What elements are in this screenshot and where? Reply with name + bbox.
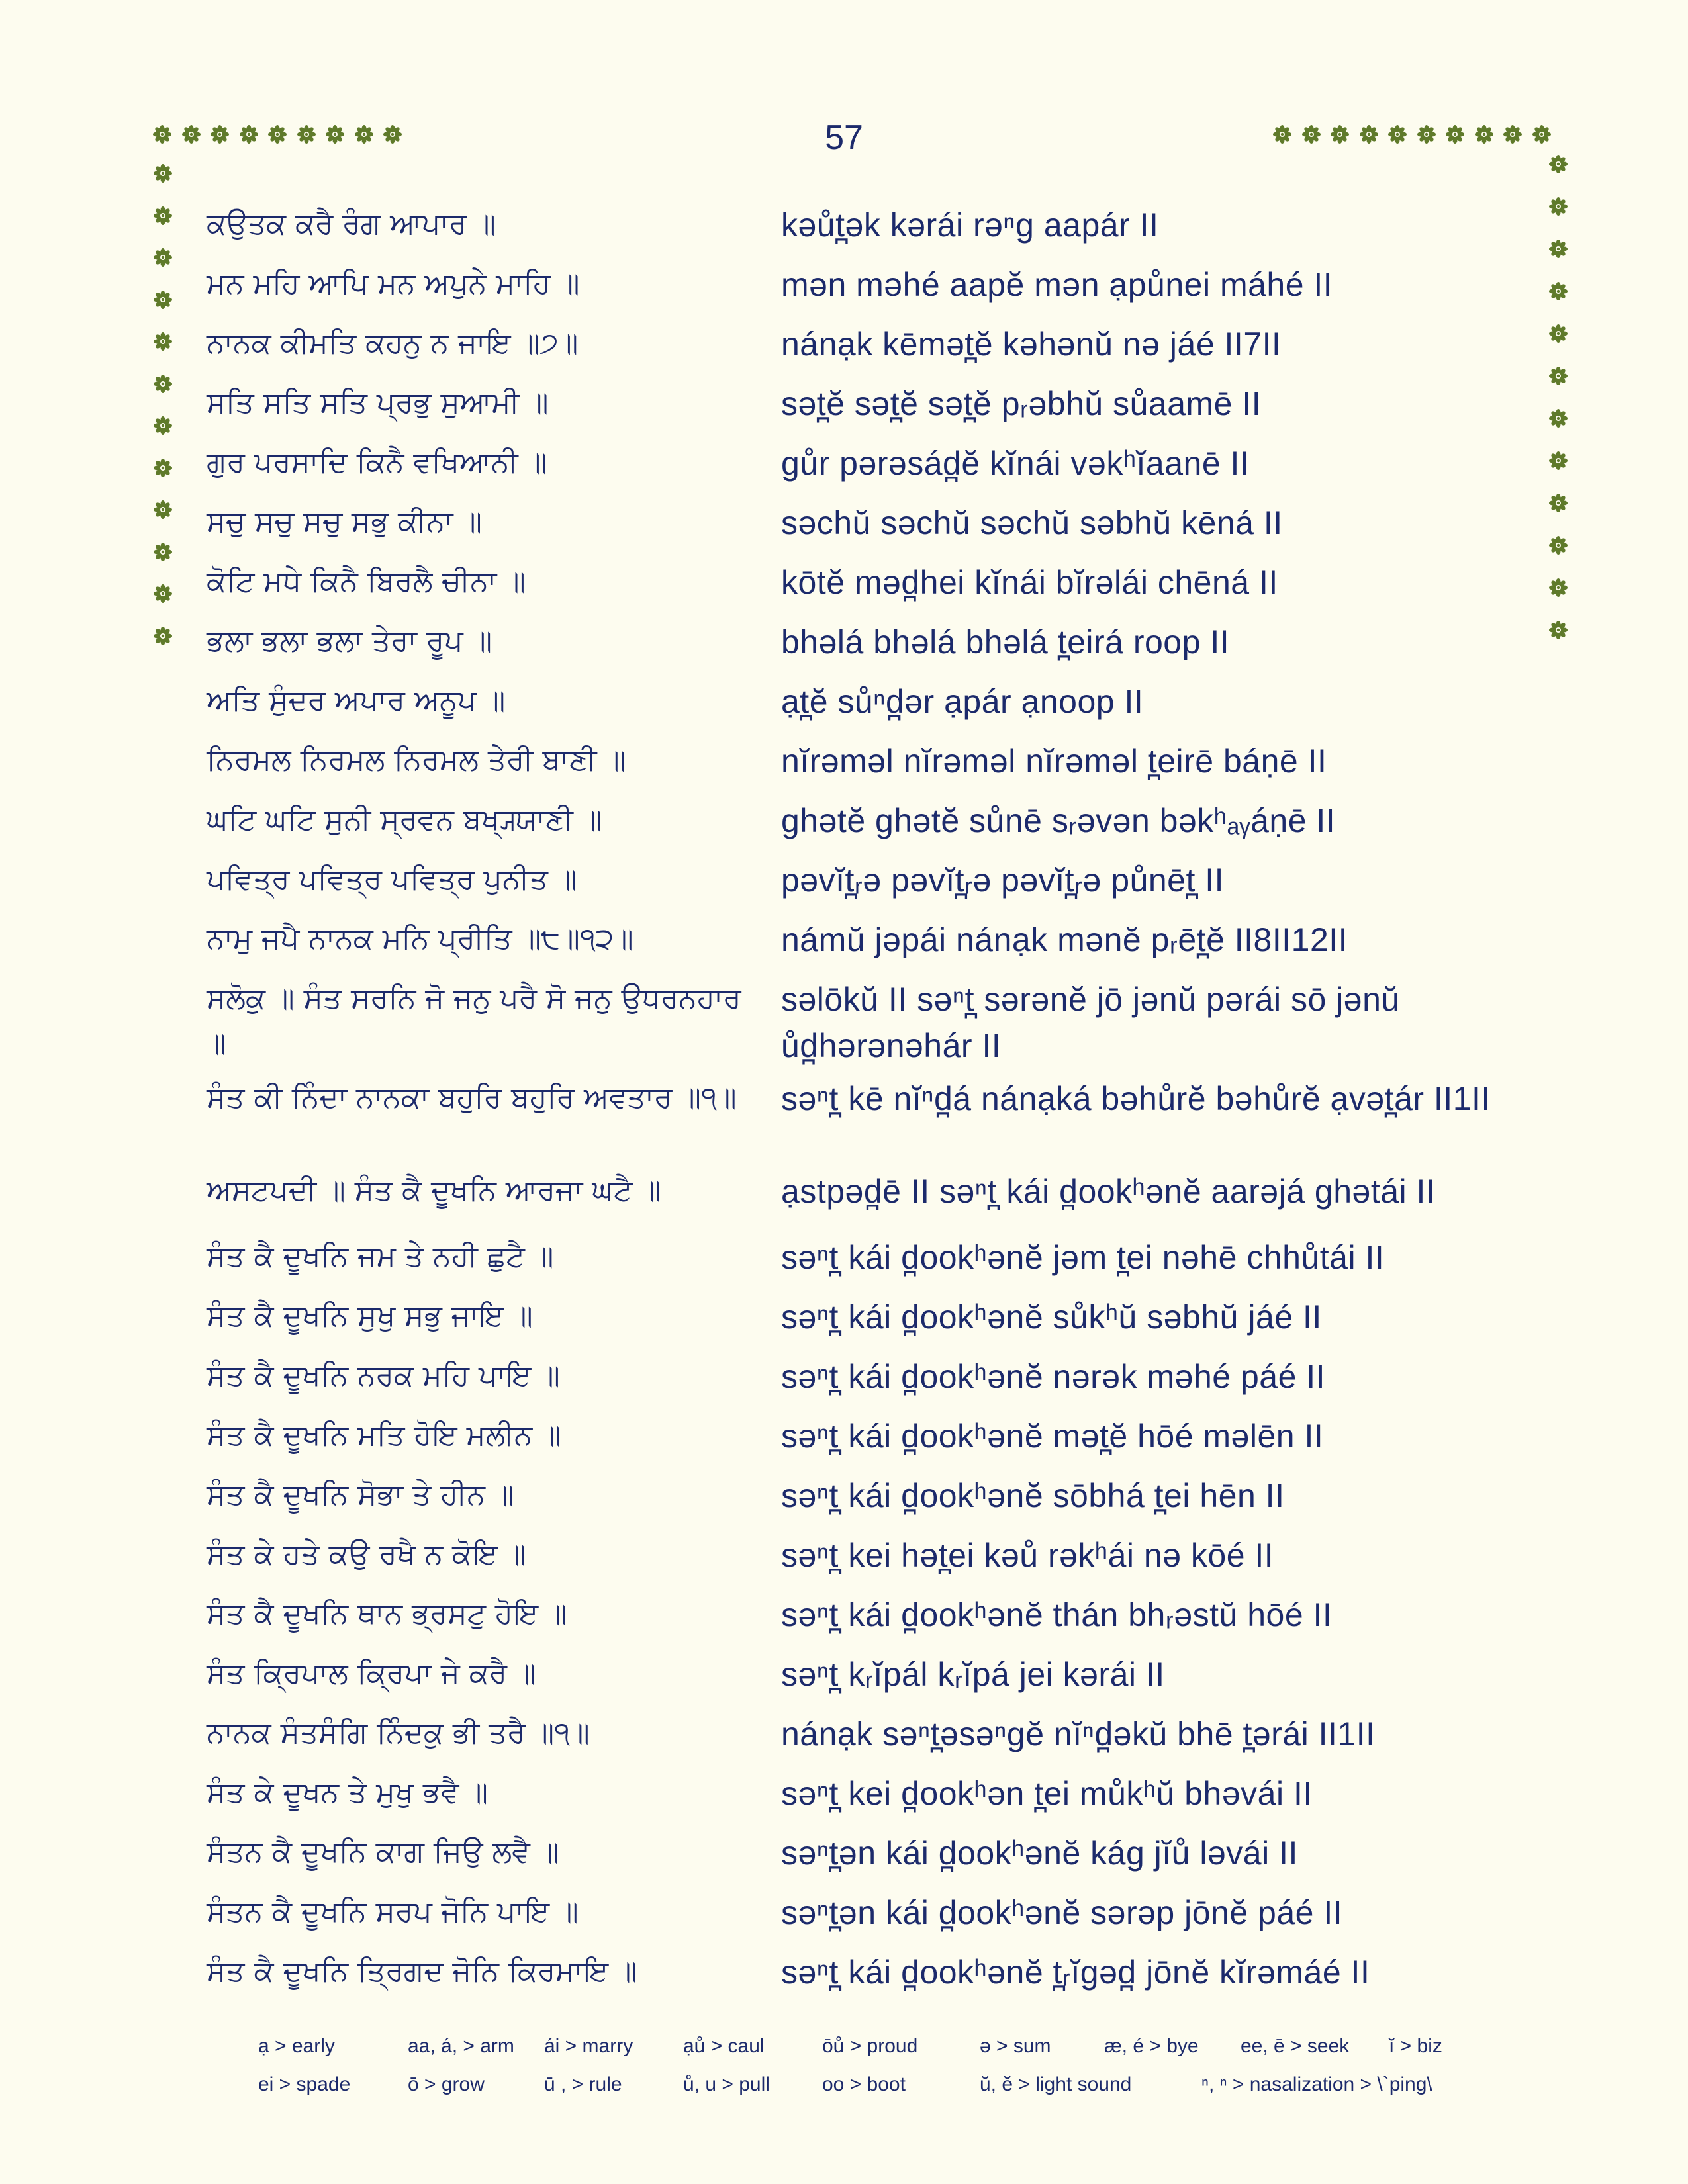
transliteration-line: nánạk səⁿt̪əsəⁿgĕ nĭⁿd̪əkŭ bhē t̪ərái II1II [781,1715,1376,1752]
legend-item: ⁿ, ⁿ > nasalization > \`ping\ [1201,2073,1432,2095]
gurmukhi-line: ਸੰਤਨ ਕੈ ਦੂਖਨਿ ਕਾਗ ਜਿਉ ਲਵੈ ॥ [207,1835,559,1869]
gurmukhi-line: ਸੰਤ ਕੈ ਦੂਖਨਿ ਥਾਨ ਭ੍ਰਸਟੁ ਹੋਇ ॥ [207,1597,567,1631]
page-number: 57 [825,118,863,157]
gurmukhi-line: ਸੰਤ ਕੈ ਦੂਖਨਿ ਤ੍ਰਿਗਦ ਜੋਨਿ ਕਿਰਮਾਇ ॥ [207,1954,637,1988]
transliteration-line: səⁿt̪ kái d̪ookʰənĕ sůkʰŭ səbhŭ jáé II [781,1298,1322,1336]
legend-item: ō > grow [408,2073,485,2095]
gurmukhi-line: ਸਚੁ ਸਚੁ ਸਚੁ ਸਭੁ ਕੀਨਾ ॥ [207,505,483,539]
transliteration-line: səⁿt̪ kei hət̪ei kəů rəkʰái nə kōé II [781,1537,1274,1574]
transliteration-line: səⁿt̪ kái d̪ookʰənĕ thán bhᵣəstŭ hōé II [781,1596,1333,1633]
transliteration-line: mən məhé aapĕ mən ạpůnei máhé II [781,266,1333,303]
gurmukhi-line: ਸੰਤ ਕ੍ਰਿਪਾਲ ਕ੍ਰਿਪਾ ਜੇ ਕਰੈ ॥ [207,1657,536,1690]
transliteration-line: səlōkŭ II səⁿt̪ sərənĕ jō jənŭ pərái sō jənŭ ůd̪hərənəhár II [781,981,1400,1064]
transliteration-line: kōtĕ məd̪hei kĭnái bĭrəlái chēná II [781,564,1278,601]
transliteration-line: səⁿt̪ kei d̪ookʰən t̪ei můkʰŭ bhəvái II [781,1775,1313,1812]
gurmukhi-line: ਸੰਤ ਕੈ ਦੂਖਨਿ ਮਤਿ ਹੋਇ ਮਲੀਨ ॥ [207,1418,561,1452]
transliteration-line: səⁿt̪ən kái d̪ookʰənĕ kág jĭů ləvái II [781,1835,1298,1872]
gurmukhi-line: ਨਾਨਕ ਕੀਮਤਿ ਕਹਨੁ ਨ ਜਾਇ ॥੭॥ [207,326,579,360]
gurmukhi-line: ਭਲਾ ਭਲਾ ਭਲਾ ਤੇਰਾ ਰੂਪ ॥ [207,624,492,658]
gurmukhi-line: ਸੰਤ ਕੈ ਦੂਖਨਿ ਸੋਭਾ ਤੇ ਹੀਨ ॥ [207,1478,514,1512]
transliteration-line: səⁿt̪ kái d̪ookʰənĕ jəm t̪ei nəhē chhůtái II [781,1239,1385,1276]
legend-item: ōů > proud [822,2035,918,2057]
legend-item: æ, é > bye [1104,2035,1199,2057]
legend-item: ái > marry [544,2035,633,2057]
transliteration-line: gůr pərəsád̪ĕ kĭnái vəkʰĭaanē II [781,445,1250,482]
transliteration-line: səchŭ səchŭ səchŭ səbhŭ kēná II [781,504,1283,541]
gurmukhi-line: ਮਨ ਮਹਿ ਆਪਿ ਮਨ ਅਪੁਨੇ ਮਾਹਿ ॥ [207,267,580,300]
legend-item: ŭ, ĕ > light sound [980,2073,1132,2095]
gurmukhi-line: ਸੰਤ ਕੈ ਦੂਖਨਿ ਸੁਖੁ ਸਭੁ ਜਾਇ ॥ [207,1299,533,1333]
transliteration-line: səⁿt̪ kái d̪ookʰənĕ nərək məhé páé II [781,1358,1326,1395]
legend-item: ee, ē > seek [1241,2035,1350,2057]
transliteration-line: səⁿt̪ kᵣĭpál kᵣĭpá jei kərái II [781,1656,1165,1693]
gurmukhi-line: ਸੰਤ ਕੈ ਦੂਖਨਿ ਨਰਕ ਮਹਿ ਪਾਇ ॥ [207,1359,560,1392]
transliteration-line: bhəlá bhəlá bhəlá t̪eirá roop II [781,623,1230,660]
transliteration-line: sət̪ĕ sət̪ĕ sət̪ĕ pᵣəbhŭ sůaamē II [781,385,1262,422]
transliteration-line: pəvĭt̪ᵣə pəvĭt̪ᵣə pəvĭt̪ᵣə půnēt̪ II [781,862,1225,899]
gurmukhi-line: ਨਾਨਕ ਸੰਤਸੰਗਿ ਨਿੰਦਕੁ ਭੀ ਤਰੈ ॥੧॥ [207,1716,590,1750]
gurmukhi-line: ਅਸਟਪਦੀ ॥ ਸੰਤ ਕੈ ਦੂਖਨਿ ਆਰਜਾ ਘਟੈ ॥ [207,1173,661,1207]
legend-item: ĭ > biz [1389,2035,1442,2057]
gurmukhi-line: ਨਾਮੁ ਜਪੈ ਨਾਨਕ ਮਨਿ ਪ੍ਰੀਤਿ ॥੮॥੧੨॥ [207,922,633,956]
gurmukhi-line: ਸਤਿ ਸਤਿ ਸਤਿ ਪ੍ਰਭੁ ਸੁਆਮੀ ॥ [207,386,549,420]
legend-item: ạů > caul [683,2035,765,2057]
legend-item: aa, á, > arm [408,2035,514,2057]
transliteration-line: səⁿt̪ kē nĭⁿd̪á nánạká bəhůrĕ bəhůrĕ ạvət̪ár II1II [781,1080,1491,1117]
transliteration-line: səⁿt̪ən kái d̪ookʰənĕ sərəp jōnĕ páé II [781,1894,1343,1931]
transliteration-line: səⁿt̪ kái d̪ookʰənĕ mət̪ĕ hōé məlēn II [781,1418,1324,1455]
transliteration-line: səⁿt̪ kái d̪ookʰənĕ sōbhá t̪ei hēn II [781,1477,1285,1514]
transliteration-line: ghətĕ ghətĕ sůnē sᵣəvən bəkʰₐᵧáṇē II [781,802,1336,839]
transliteration-line: səⁿt̪ kái d̪ookʰənĕ t̪ᵣĭgəd̪ jōnĕ kĭrəmáé II [781,1954,1370,1991]
transliteration-line: námŭ jəpái nánạk mənĕ pᵣēt̪ĕ II8II12II [781,921,1348,958]
legend-item: ů, u > pull [683,2073,770,2095]
gurmukhi-line: ਘਟਿ ਘਟਿ ਸੁਨੀ ਸ੍ਰਵਨ ਬਖ੍ਯ੍ਯਾਣੀ ॥ [207,803,602,837]
transliteration-line: ạstpəd̪ē II səⁿt̪ kái d̪ookʰənĕ aarəjá ghətái II [781,1173,1436,1210]
transliteration-line: kəůt̪ək kərái rəⁿg aapár II [781,206,1159,244]
gurmukhi-line: ਸੰਤ ਕੇ ਦੂਖਨ ਤੇ ਮੁਖੁ ਭਵੈ ॥ [207,1776,489,1809]
legend-item: ū , > rule [544,2073,622,2095]
gurmukhi-line: ਸੰਤ ਕੀ ਨਿੰਦਾ ਨਾਨਕਾ ਬਹੁਰਿ ਬਹੁਰਿ ਅਵਤਾਰ ॥੧॥ [207,1081,737,1115]
legend-item: ə > sum [980,2035,1051,2057]
gurmukhi-line: ਨਿਰਮਲ ਨਿਰਮਲ ਨਿਰਮਲ ਤੇਰੀ ਬਾਣੀ ॥ [207,743,626,777]
legend-item: oo > boot [822,2073,906,2095]
transliteration-line: nánạk kēmət̪ĕ kəhənŭ nə jáé II7II [781,326,1282,363]
gurmukhi-line: ਸੰਤਨ ਕੈ ਦੂਖਨਿ ਸਰਪ ਜੋਨਿ ਪਾਇ ॥ [207,1895,579,1929]
gurmukhi-line: ਕੋਟਿ ਮਧੇ ਕਿਨੈ ਬਿਰਲੈ ਚੀਨਾ ॥ [207,565,526,598]
gurmukhi-line: ਅਤਿ ਸੁੰਦਰ ਅਪਾਰ ਅਨੂਪ ॥ [207,684,506,717]
legend-item: ạ > early [258,2035,335,2057]
gurmukhi-line: ਸੰਤ ਕੇ ਹਤੇ ਕਉ ਰਖੈ ਨ ਕੋਇ ॥ [207,1537,526,1571]
transliteration-line: ạt̪ĕ sůⁿd̪ər ạpár ạnoop II [781,683,1144,720]
gurmukhi-line: ਪਵਿਤ੍ਰ ਪਵਿਤ੍ਰ ਪਵਿਤ੍ਰ ਪੁਨੀਤ ॥ [207,862,577,896]
gurmukhi-line: ਗੁਰ ਪਰਸਾਦਿ ਕਿਨੈ ਵਖਿਆਨੀ ॥ [207,445,547,479]
transliteration-line: nĭrəməl nĭrəməl nĭrəməl t̪eirē báṇē II [781,743,1327,780]
gurmukhi-line: ਸੰਤ ਕੈ ਦੂਖਨਿ ਜਮ ਤੇ ਨਹੀ ਛੁਟੈ ॥ [207,1240,554,1273]
gurmukhi-line: ਕਉਤਕ ਕਰੈ ਰੰਗ ਆਪਾਰ ॥ [207,207,496,241]
gurmukhi-line: ਸਲੋਕੁ ॥ ਸੰਤ ਸਰਨਿ ਜੋ ਜਨੁ ਪਰੈ ਸੋ ਜਨੁ ਉਧਰਨਹਾਰ ॥ [207,981,741,1060]
legend-item: ei > spade [258,2073,351,2095]
